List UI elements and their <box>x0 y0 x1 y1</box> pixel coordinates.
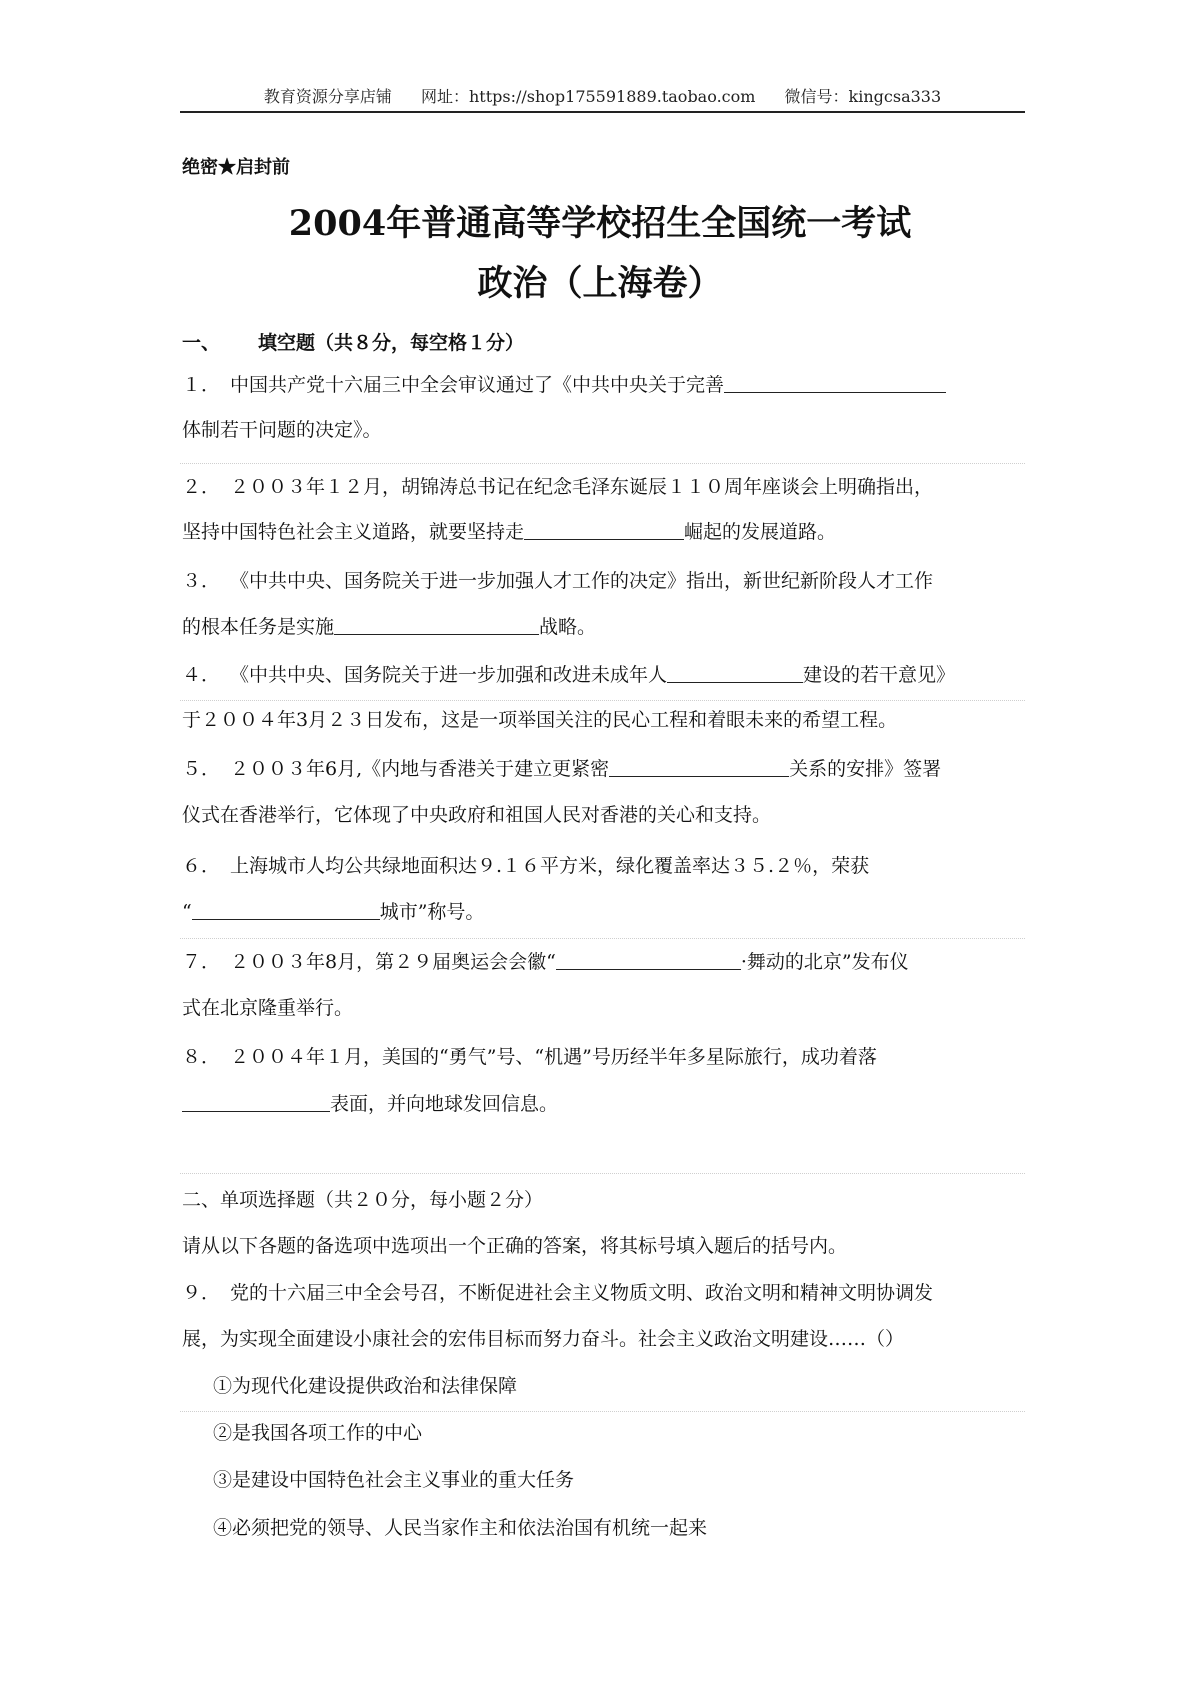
secret-mark: 绝密★启封前 <box>182 157 290 178</box>
question-6-line-1: ６． 上海城市人均公共绿地面积达９.１６平方米，绿化覆盖率达３５.２％，荣获 <box>182 855 870 877</box>
dotted-separator <box>180 1173 1025 1174</box>
question-1-line-1: １． 中国共产党十六届三中全会审议通过了《中共中央关于完善 <box>182 371 1022 399</box>
header-shop: 教育资源分享店铺 <box>263 87 392 106</box>
header-wechat: 微信号：kingcsa333 <box>784 87 942 106</box>
question-9-option-4: ④必须把党的领导、人民当家作主和依法治国有机统一起来 <box>213 1517 708 1539</box>
question-1-line-2: 体制若干问题的决定》。 <box>182 419 382 441</box>
question-2-line-1: ２． ２００３年１２月，胡锦涛总书记在纪念毛泽东诞辰１１０周年座谈会上明确指出， <box>182 476 934 498</box>
question-5-line-2: 仪式在香港举行，它体现了中央政府和祖国人民对香港的关心和支持。 <box>182 804 772 826</box>
question-6-line-2: “ 城市”称号。 <box>182 901 485 923</box>
dotted-separator <box>180 1411 1025 1412</box>
dotted-separator <box>180 700 1025 701</box>
question-3-line-2: 的根本任务是实施 战略。 <box>182 616 597 638</box>
exam-subtitle: 政治（上海卷） <box>477 263 723 304</box>
dotted-separator <box>180 938 1025 939</box>
page-header <box>180 84 1025 110</box>
question-3-line-1: ３． 《中共中央、国务院关于进一步加强人才工作的决定》指出，新世纪新阶段人才工作 <box>182 570 934 592</box>
answer-blank-5 <box>609 756 789 777</box>
answer-blank-7 <box>556 949 741 970</box>
question-9-option-1: ①为现代化建设提供政治和法律保障 <box>213 1375 518 1397</box>
answer-blank-4 <box>667 662 803 683</box>
answer-blank-8 <box>182 1091 330 1112</box>
exam-title: 2004年普通高等学校招生全国统一考试 <box>288 203 912 244</box>
question-9-line-2: 展，为实现全面建设小康社会的宏伟目标而努力奋斗。社会主义政治文明建设……（） <box>182 1328 905 1350</box>
answer-blank-3 <box>334 614 539 635</box>
section1-heading <box>182 329 524 357</box>
section1-title: 填空题（共８分，每空格１分） <box>258 332 525 354</box>
question-7-line-2: 式在北京隆重举行。 <box>182 997 354 1019</box>
question-9-line-1: ９． 党的十六届三中全会号召，不断促进社会主义物质文明、政治文明和精神文明协调发 <box>182 1282 934 1304</box>
answer-blank-2 <box>524 519 684 540</box>
dotted-separator <box>180 463 1025 464</box>
question-2-line-2: 坚持中国特色社会主义道路，就要坚持走 崛起的发展道路。 <box>182 521 837 543</box>
answer-blank-1 <box>724 372 946 393</box>
question-4-line-2: 于２００４年3月２３日发布，这是一项举国关注的民心工程和着眼未来的希望工程。 <box>182 709 898 731</box>
question-8-line-2: 表面，并向地球发回信息。 <box>182 1090 1022 1118</box>
question-8-line-1: ８． ２００４年１月，美国的“勇气”号、“机遇”号历经半年多星际旅行，成功着落 <box>182 1046 877 1068</box>
section2-instruction: 请从以下各题的备选项中选项出一个正确的答案，将其标号填入题后的括号内。 <box>182 1235 848 1257</box>
question-7-line-1: ７． ２００３年8月，第２９届奥运会会徽“ ·舞动的北京”发布仪 <box>182 951 909 973</box>
section2-heading: 二、单项选择题（共２０分，每小题２分） <box>182 1189 544 1211</box>
section1-number: 一、 <box>182 332 221 354</box>
header-url: 网址：https://shop175591889.taobao.com <box>420 87 756 106</box>
question-9-option-3: ③是建设中国特色社会主义事业的重大任务 <box>213 1469 575 1491</box>
answer-blank-6 <box>192 899 380 920</box>
header-divider <box>180 111 1025 113</box>
question-9-option-2: ②是我国各项工作的中心 <box>213 1422 423 1444</box>
question-4-line-1: ４． 《中共中央、国务院关于进一步加强和改进未成年人 建设的若干意见》 <box>182 664 956 686</box>
question-5-line-1: ５． ２００３年6月,《内地与香港关于建立更紧密 关系的安排》签署 <box>182 758 942 780</box>
